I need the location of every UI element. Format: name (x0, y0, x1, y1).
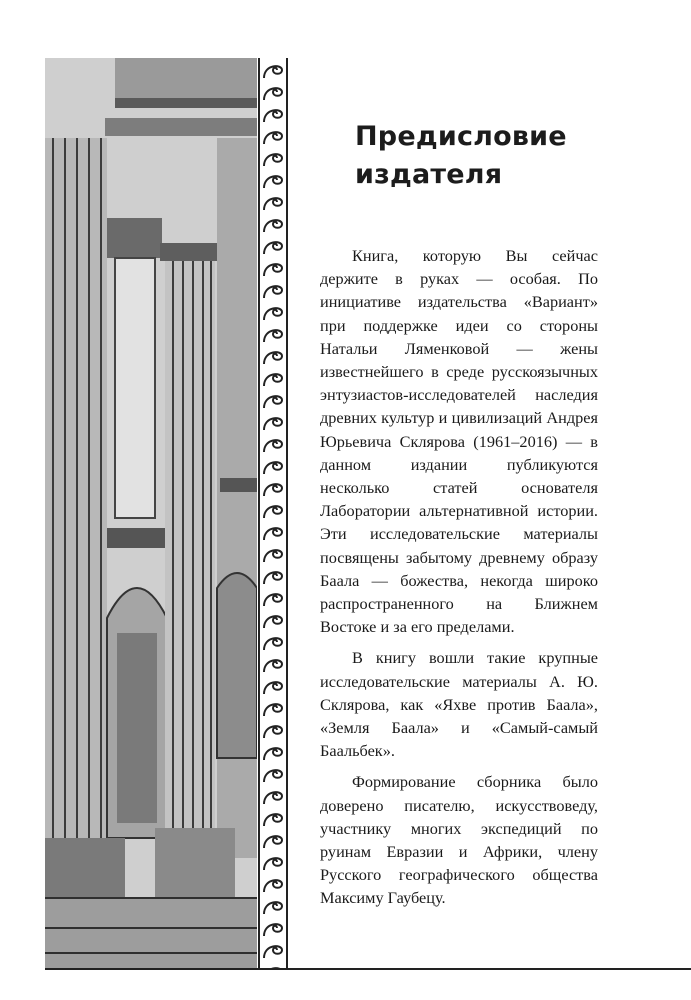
title-line-1: Предисловие (355, 121, 567, 152)
body-text (320, 244, 598, 918)
paragraph-3: Формирование сборника было доверено писателю, искусствоведу, участнику многих экспедиций по руинам Евразии и Африки, члену Русского географического общества Максиму Гаубецу. (320, 772, 598, 908)
paragraph-2: В книгу вошли такие крупные исследовательские материалы А. Ю. Склярова, как «Яхве против Баала», «Земля Баала» и «Самый-самый Баальбек». (320, 648, 598, 761)
wave-pattern (260, 58, 286, 968)
meander-border (258, 58, 288, 968)
paragraph-1: Книга, которую Вы сейчас держите в руках — особая. По инициативе издательства «Вариант» при поддержке идеи со стороны Натальи Ляменковой — жены известнейшего в среде русскоязычных энтузиастов-исследователей наследия древних культур и цивилизаций Андрея Юрьевича Склярова (1961–2016) — в данном издании публикуются несколько статей основателя Лаборатории альтернативной истории. Эти исследовательские материалы посвящены забытому древнему образу Баала — божества, некогда широко распространенного на Ближнем Востоке и за его пределами. (320, 246, 598, 637)
bottom-rule (45, 968, 691, 970)
ruins-drawing (45, 58, 257, 968)
temple-columns-illustration (45, 58, 257, 968)
page-title (355, 118, 655, 194)
title-line-2: издателя (355, 159, 503, 190)
